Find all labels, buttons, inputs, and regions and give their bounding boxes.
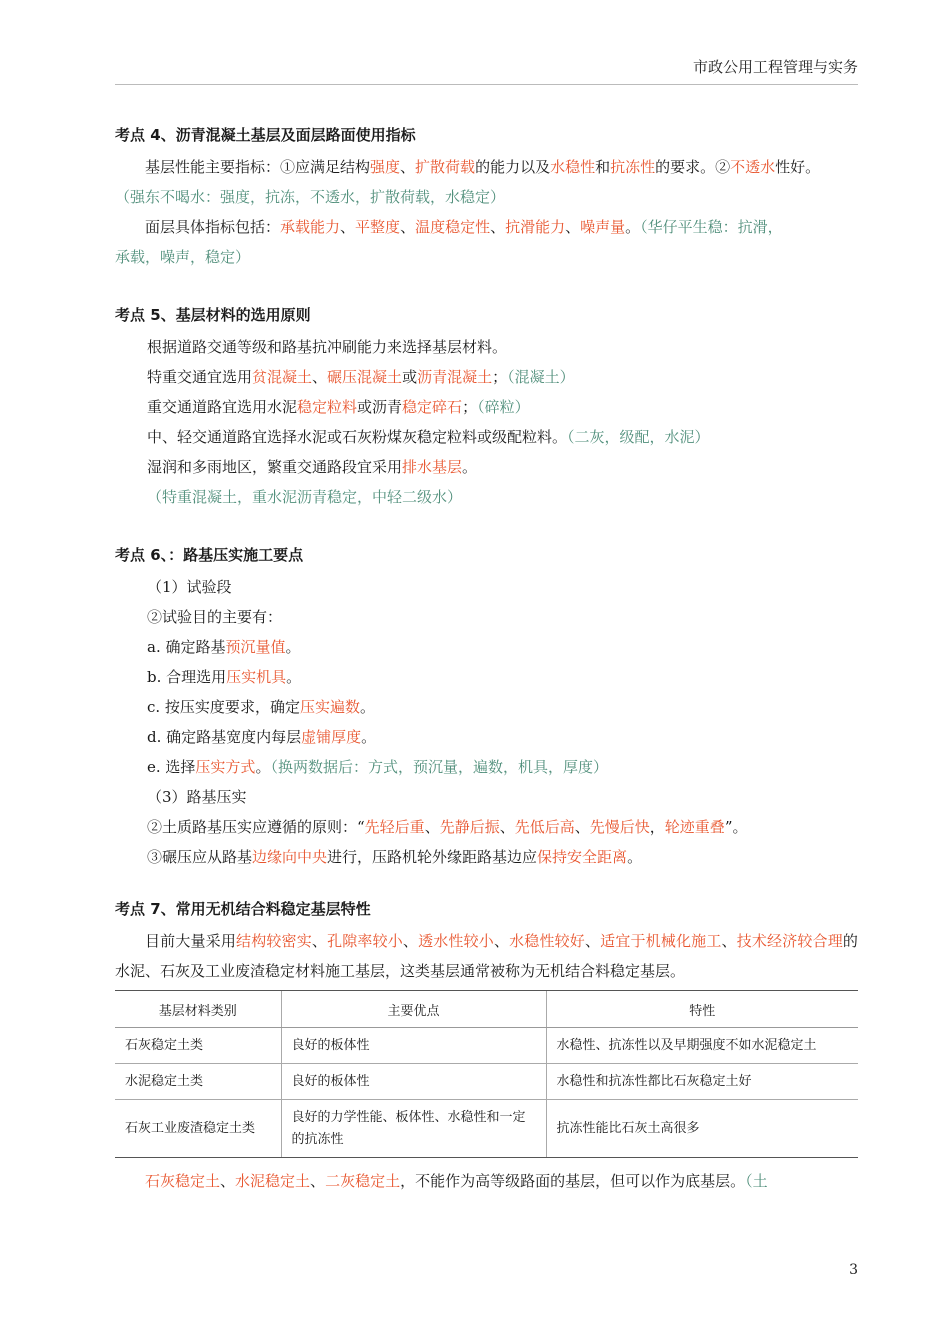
s4-mnemonic-2: 承载，噪声，稳定） (115, 248, 251, 266)
s5-mnemonic: （特重混凝土，重水泥沥青稳定，中轻二级水） (147, 488, 463, 506)
table-header-cell: 基层材料类别 (115, 991, 281, 1028)
base-material-table (115, 990, 858, 1158)
section-5-title: 考点 5、基层材料的选用原则 (115, 306, 311, 324)
s6-principle: ②土质路基压实应遵循的原则：“先轻后重、先静后振、先低后高、先慢后快，轮迹重叠”。 (147, 818, 748, 836)
table-cell: 良好的板体性 (281, 1064, 546, 1100)
section-6-title: 考点 6、：路基压实施工要点 (115, 546, 304, 564)
s5-line-1: 根据道路交通等级和路基抗冲刷能力来选择基层材料。 (147, 338, 508, 356)
table-row (115, 1028, 858, 1064)
table-row (115, 1064, 858, 1100)
s6-compaction-heading: （3）路基压实 (147, 788, 247, 806)
s6-item-d: d. 确定路基宽度内每层虚铺厚度。 (147, 728, 377, 746)
s5-line-4: 中、轻交通道路宜选择水泥或石灰粉煤灰稳定粒料或级配粒料。（二灰，级配，水泥） (147, 428, 710, 446)
s4-mnemonic-1: （强东不喝水：强度，抗冻，不透水，扩散荷载，水稳定） (115, 188, 506, 206)
table-row (115, 1100, 858, 1158)
s7-paragraph: 目前大量采用结构较密实、孔隙率较小、透水性较小、水稳性较好、适宜于机械化施工、技术经济较合理的水泥、石灰及工业废渣稳定材料施工基层，这类基层通常被称为无机结合料稳定基层。 (115, 932, 858, 980)
s4-line-3: 面层具体指标包括：承载能力、平整度、温度稳定性、抗滑能力、噪声量。（华仔平生稳：抗滑， (145, 218, 783, 236)
table-header-cell: 特性 (546, 991, 858, 1028)
table-cell: 抗冻性能比石灰土高很多 (546, 1100, 858, 1158)
s5-line-3: 重交通道路宜选用水泥稳定粒料或沥青稳定碎石；（碎粒） (147, 398, 530, 416)
s6-item-c: c. 按压实度要求，确定压实遍数。 (147, 698, 375, 716)
s4-line-1: 基层性能主要指标：①应满足结构强度、扩散荷载的能力以及水稳性和抗冻性的要求。②不透水性好。 (145, 158, 821, 176)
s6-rolling: ③碾压应从路基边缘向中央进行，压路机轮外缘距路基边应保持安全距离。 (147, 848, 643, 866)
table-cell: 良好的板体性 (281, 1028, 546, 1064)
s6-trial-purpose: ②试验目的主要有： (147, 608, 283, 626)
table-header-row (115, 991, 858, 1028)
s6-item-b: b. 合理选用压实机具。 (147, 668, 302, 686)
table-cell: 水稳性、抗冻性以及早期强度不如水泥稳定土 (546, 1028, 858, 1064)
header-title: 市政公用工程管理与实务 (692, 58, 858, 76)
table-cell: 水泥稳定土类 (115, 1064, 281, 1100)
section-4-title: 考点 4、沥青混凝土基层及面层路面使用指标 (115, 126, 416, 144)
s6-item-e: e. 选择压实方式。（换两数据后：方式，预沉量，遍数，机具，厚度） (147, 758, 608, 776)
section-7-title: 考点 7、常用无机结合料稳定基层特性 (115, 900, 371, 918)
s7-last-line: 石灰稳定土、水泥稳定土、二灰稳定土，不能作为高等级路面的基层，但可以作为底基层。（土 (145, 1172, 768, 1190)
table-cell: 良好的力学性能、板体性、水稳性和一定的抗冻性 (281, 1100, 546, 1158)
s5-line-2: 特重交通宜选用贫混凝土、碾压混凝土或沥青混凝土；（混凝土） (147, 368, 575, 386)
page-content (115, 118, 858, 1196)
s6-trial-heading: （1）试验段 (147, 578, 232, 596)
header-divider (115, 84, 858, 85)
table-cell: 石灰工业废渣稳定土类 (115, 1100, 281, 1158)
page-number: 3 (849, 1262, 858, 1278)
table-cell: 水稳性和抗冻性都比石灰稳定土好 (546, 1064, 858, 1100)
table-header-cell: 主要优点 (281, 991, 546, 1028)
s5-line-5: 湿润和多雨地区，繁重交通路段宜采用排水基层。 (147, 458, 478, 476)
table-cell: 石灰稳定土类 (115, 1028, 281, 1064)
s6-item-a: a. 确定路基预沉量值。 (147, 638, 301, 656)
